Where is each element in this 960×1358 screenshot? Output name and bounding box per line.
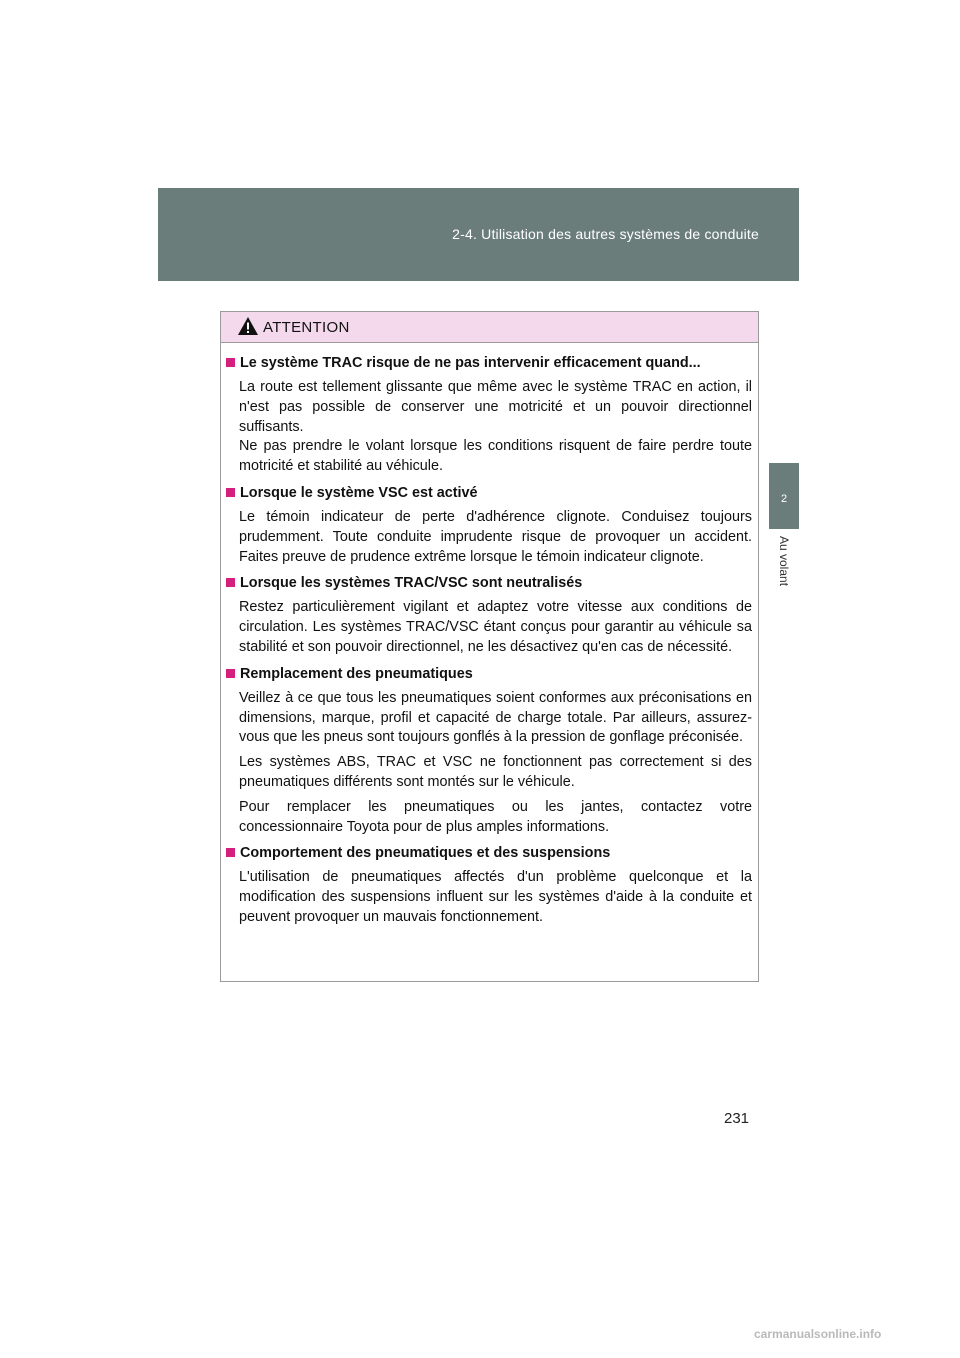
- section-title: 2-4. Utilisation des autres systèmes de conduite: [452, 226, 759, 242]
- section-heading: [226, 843, 752, 863]
- paragraph: La route est tellement glissante que même avec le système TRAC en action, il n'est pas possible de conserver une motricité et un pouvoir directionnel suffisants.: [239, 379, 752, 435]
- warning-body: [221, 343, 758, 928]
- chapter-tab: [769, 463, 799, 529]
- section-heading-text: Lorsque les systèmes TRAC/VSC sont neutralisés: [240, 575, 583, 592]
- section-heading: [226, 664, 752, 684]
- section-heading-text: Le système TRAC risque de ne pas intervenir efficacement quand...: [240, 355, 701, 371]
- warning-section: [226, 353, 752, 477]
- chapter-label: Au volant: [777, 536, 791, 587]
- paragraph: Pour remplacer les pneumatiques ou les jantes, contactez votre concessionnaire Toyota pour de plus amples informations.: [239, 798, 752, 835]
- paragraph: Restez particulièrement vigilant et adaptez votre vitesse aux conditions de circulation. Les systèmes TRAC/VSC étant conçus pour garantir au véhicule sa stabilité et son pouvoir directionnel, ne les désactivez qu'en cas de nécessité.: [239, 599, 752, 655]
- section-heading-text: Lorsque le système VSC est activé: [240, 484, 478, 501]
- chapter-number: 2: [780, 493, 788, 505]
- section-heading-text: Remplacement des pneumatiques: [240, 665, 473, 682]
- section-heading-text: Comportement des pneumatiques et des suspensions: [240, 845, 611, 862]
- square-bullet-icon: [226, 358, 235, 367]
- square-bullet-icon: [226, 848, 235, 857]
- watermark[interactable]: carmanualsonline.info: [754, 1327, 882, 1341]
- warning-section: [226, 483, 752, 567]
- square-bullet-icon: [226, 669, 235, 678]
- warning-triangle-icon: [237, 316, 259, 336]
- paragraph: Le témoin indicateur de perte d'adhérence clignote. Conduisez toujours prudemment. Toute conduite imprudente risque de provoquer un accident. Faites preuve de prudence extrême lorsque le témoin indicateur clignote.: [239, 508, 752, 565]
- section-heading: [226, 483, 752, 503]
- section-heading: [226, 353, 752, 373]
- square-bullet-icon: [226, 578, 235, 587]
- section-heading: [226, 573, 752, 593]
- warning-title: ATTENTION: [263, 319, 350, 336]
- paragraph: Veillez à ce que tous les pneumatiques soient conformes aux préconisations en dimensions, marque, profil et capacité de charge totale. Par ailleurs, assurez-vous que les pneus sont toujours gonflés à la pression de gonflage préconisée.: [239, 689, 752, 746]
- warning-box: [220, 311, 759, 982]
- warning-section: [226, 573, 752, 657]
- paragraph: L'utilisation de pneumatiques affectés d'un problème quelconque et la modification des suspensions influent sur les systèmes d'aide à la conduite et peuvent provoquer un mauvais fonctionnement.: [239, 869, 752, 925]
- paragraph: Les systèmes ABS, TRAC et VSC ne fonctionnent pas correctement si des pneumatiques différents sont montés sur le véhicule.: [239, 754, 752, 790]
- warning-header: [221, 312, 758, 343]
- square-bullet-icon: [226, 488, 235, 497]
- paragraph: Ne pas prendre le volant lorsque les conditions risquent de faire perdre toute motricité et stabilité au véhicule.: [239, 438, 752, 475]
- section-header-band: [158, 188, 799, 281]
- page-number: 231: [724, 1110, 750, 1127]
- warning-section: [226, 664, 752, 838]
- warning-section: [226, 843, 752, 927]
